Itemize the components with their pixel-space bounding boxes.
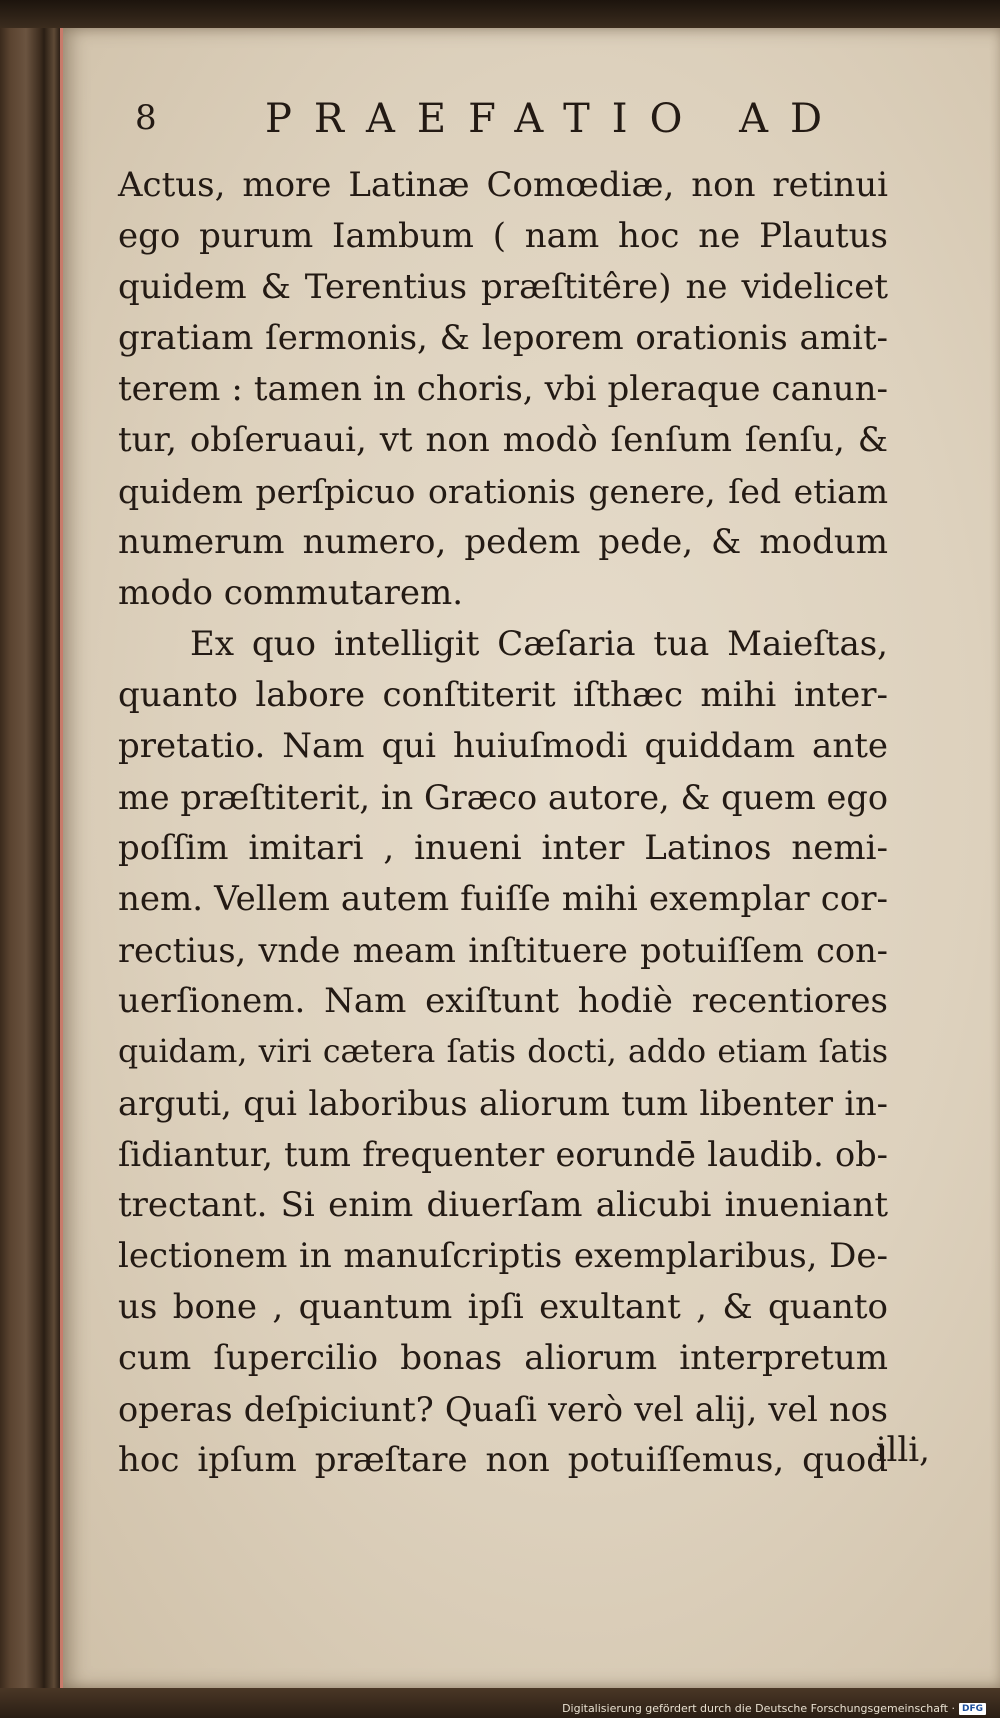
dfg-logo-icon: DFG — [959, 1703, 986, 1715]
text-line: trectant. Si enim diuerſam alicubi inueniant — [118, 1185, 888, 1225]
text-line: lectionem in manuſcriptis exemplaribus, De- — [118, 1236, 888, 1276]
text-line: pretatio. Nam qui huiuſmodi quiddam ante — [118, 726, 888, 766]
text-line: cum ſupercilio bonas aliorum interpretum — [118, 1338, 888, 1378]
digitization-credit — [562, 1702, 986, 1715]
text-line: ſidiantur, tum frequenter eorundē laudib. ob- — [118, 1135, 888, 1174]
text-line: ego purum Iambum ( nam hoc ne Plautus — [118, 216, 888, 256]
credit-text: Digitalisierung gefördert durch die Deutsche Forschungsgemeinschaft · — [562, 1702, 955, 1715]
text-line: quidem perſpicuo orationis genere, ſed etiam — [118, 472, 888, 511]
text-line: me præſtiterit, in Græco autore, & quem ego — [118, 778, 888, 817]
body-text — [118, 160, 888, 1486]
book-edge-top — [0, 0, 1000, 28]
text-line: uerſionem. Nam exiſtunt hodiè recentiores — [118, 981, 888, 1021]
text-line: nem. Vellem autem fuiſſe mihi exemplar cor- — [118, 879, 888, 919]
text-line: Ex quo intelligit Cæſaria tua Maieſtas, — [190, 624, 888, 664]
page-header — [135, 96, 875, 156]
text-line: us bone , quantum ipſi exultant , & quanto — [118, 1287, 888, 1327]
text-line: poſſim imitari , inueni inter Latinos nemi- — [118, 828, 888, 868]
text-line: gratiam ſermonis, & leporem orationis amit- — [118, 318, 888, 358]
running-title: PRAEFATIO AD — [265, 96, 845, 142]
text-line: terem : tamen in choris, vbi pleraque canun- — [118, 369, 888, 409]
text-line: operas deſpiciunt? Quaſi verò vel alij, vel nos — [118, 1390, 888, 1429]
text-line: Actus, more Latinæ Comœdiæ, non retinui — [118, 165, 888, 205]
text-line: quanto labore conſtiterit iſthæc mihi inter- — [118, 675, 888, 715]
text-line: arguti, qui laboribus aliorum tum libenter in- — [118, 1084, 888, 1123]
text-line: numerum numero, pedem pede, & modum — [118, 522, 888, 562]
page-number: 8 — [135, 98, 157, 138]
text-line: quidem & Terentius præſtitêre) ne videlicet — [118, 267, 888, 307]
text-line: modo commutarem. — [118, 573, 463, 613]
text-line: rectius, vnde meam inſtituere potuiſſem con- — [118, 931, 888, 970]
text-line: hoc ipſum præſtare non potuiſſemus, quod — [118, 1440, 888, 1480]
catchword: illi, — [875, 1430, 930, 1470]
book-edge-bottom — [0, 1688, 1000, 1718]
text-line: tur, obſeruaui, vt non modò ſenſum ſenſu, & — [118, 420, 888, 460]
text-line: quidam, viri cætera ſatis docti, addo etiam ſatis — [118, 1034, 888, 1070]
